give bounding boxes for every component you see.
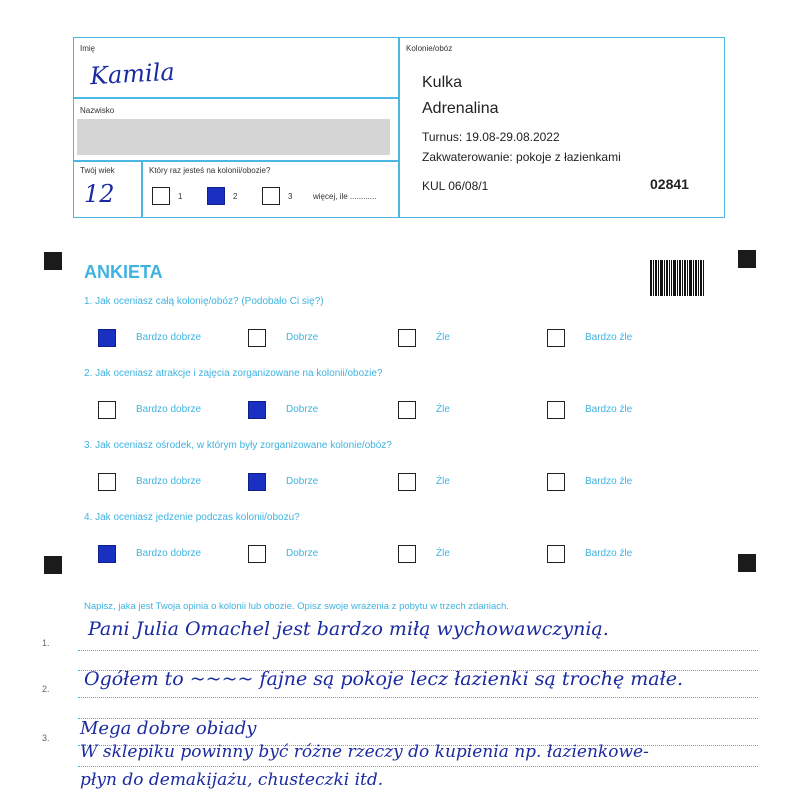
opinion-prompt: Napisz, jaka jest Twoja opinia o kolonii lub obozie. Opisz swoje wrażenia z pobytu w trzech zdaniach. [84, 601, 509, 612]
answer-label: Bardzo dobrze [136, 548, 202, 559]
answer-checkbox[interactable] [248, 329, 266, 347]
header-row-divider [73, 97, 399, 99]
age-divider [141, 160, 143, 218]
nazwisko-label: Nazwisko [80, 106, 115, 115]
answer-checkbox[interactable] [98, 473, 116, 491]
times-option-3: 3 [288, 192, 293, 201]
times-option-1: 1 [178, 192, 183, 201]
camp-name: Kulka [422, 74, 463, 91]
answer-label: Źle [436, 476, 450, 487]
header-divider [398, 37, 400, 218]
answer-label: Źle [436, 332, 450, 343]
answer-label: Bardzo dobrze [136, 404, 202, 415]
barcode-icon [650, 260, 704, 296]
kolonie-label: Kolonie/obóz [406, 44, 453, 53]
answer-checkbox[interactable] [248, 545, 266, 563]
answer-label: Bardzo źle [585, 404, 633, 415]
answer-label: Bardzo dobrze [136, 476, 202, 487]
answer-checkbox[interactable] [547, 473, 565, 491]
wiecej-label: więcej, ile ............ [313, 192, 377, 201]
answer-checkbox[interactable] [398, 401, 416, 419]
answer-checkbox[interactable] [248, 473, 266, 491]
writing-line [78, 766, 758, 767]
question-text: 2. Jak oceniasz atrakcje i zajęcia zorganizowane na kolonii/obozie? [84, 368, 383, 379]
wiek-value[interactable]: 12 [84, 180, 115, 208]
times-checkbox-2[interactable] [207, 187, 225, 205]
times-checkbox-3[interactable] [262, 187, 280, 205]
times-option-2: 2 [233, 192, 238, 201]
question-text: 4. Jak oceniasz jedzenie podczas kolonii/obozu? [84, 512, 300, 523]
question-text: 1. Jak oceniasz całą kolonię/obóz? (Podobało Ci się?) [84, 296, 324, 307]
camp-program: Adrenalina [422, 100, 499, 117]
registration-mark [44, 252, 62, 270]
writing-line [78, 650, 758, 651]
opinion-line-5[interactable]: płyn do demakijażu, chusteczki itd. [80, 770, 384, 790]
camp-turnus: Turnus: 19.08-29.08.2022 [422, 130, 560, 144]
answer-checkbox[interactable] [98, 545, 116, 563]
answer-label: Bardzo źle [585, 332, 633, 343]
header-row-divider [73, 160, 399, 162]
times-checkbox-1[interactable] [152, 187, 170, 205]
answer-checkbox[interactable] [98, 329, 116, 347]
line-number: 1. [42, 638, 50, 648]
camp-code: KUL 06/08/1 [422, 179, 489, 193]
line-number: 3. [42, 733, 50, 743]
nazwisko-redacted [77, 119, 390, 155]
writing-line [78, 697, 758, 698]
ktory-raz-label: Który raz jesteś na kolonii/obozie? [149, 166, 271, 175]
answer-label: Dobrze [286, 476, 319, 487]
camp-zakwaterowanie: Zakwaterowanie: pokoje z łazienkami [422, 150, 621, 164]
answer-checkbox[interactable] [398, 473, 416, 491]
answer-label: Źle [436, 404, 450, 415]
answer-checkbox[interactable] [547, 401, 565, 419]
answer-label: Źle [436, 548, 450, 559]
camp-number: 02841 [650, 176, 689, 192]
answer-checkbox[interactable] [547, 329, 565, 347]
answer-checkbox[interactable] [547, 545, 565, 563]
answer-label: Dobrze [286, 332, 319, 343]
wiek-label: Twój wiek [80, 166, 115, 175]
answer-label: Dobrze [286, 548, 319, 559]
opinion-line-1[interactable]: Pani Julia Omachel jest bardzo miłą wychowawczynią. [88, 618, 609, 640]
answer-checkbox[interactable] [98, 401, 116, 419]
answer-checkbox[interactable] [398, 329, 416, 347]
registration-mark [738, 554, 756, 572]
opinion-line-3[interactable]: Mega dobre obiady [80, 718, 257, 739]
answer-label: Dobrze [286, 404, 319, 415]
answer-label: Bardzo dobrze [136, 332, 202, 343]
answer-checkbox[interactable] [398, 545, 416, 563]
answer-label: Bardzo źle [585, 548, 633, 559]
registration-mark [738, 250, 756, 268]
registration-mark [44, 556, 62, 574]
opinion-line-2[interactable]: Ogółem to ~~~~ fajne są pokoje lecz łazienki są trochę małe. [84, 668, 684, 690]
question-text: 3. Jak oceniasz ośrodek, w którym były zorganizowane kolonie/obóz? [84, 440, 392, 451]
survey-title: ANKIETA [84, 262, 163, 282]
line-number: 2. [42, 684, 50, 694]
opinion-line-4[interactable]: W sklepiku powinny być różne rzeczy do kupienia np. łazienkowe- [80, 742, 649, 762]
answer-label: Bardzo źle [585, 476, 633, 487]
imie-label: Imię [80, 44, 96, 53]
imie-value[interactable]: Kamila [89, 57, 176, 91]
answer-checkbox[interactable] [248, 401, 266, 419]
